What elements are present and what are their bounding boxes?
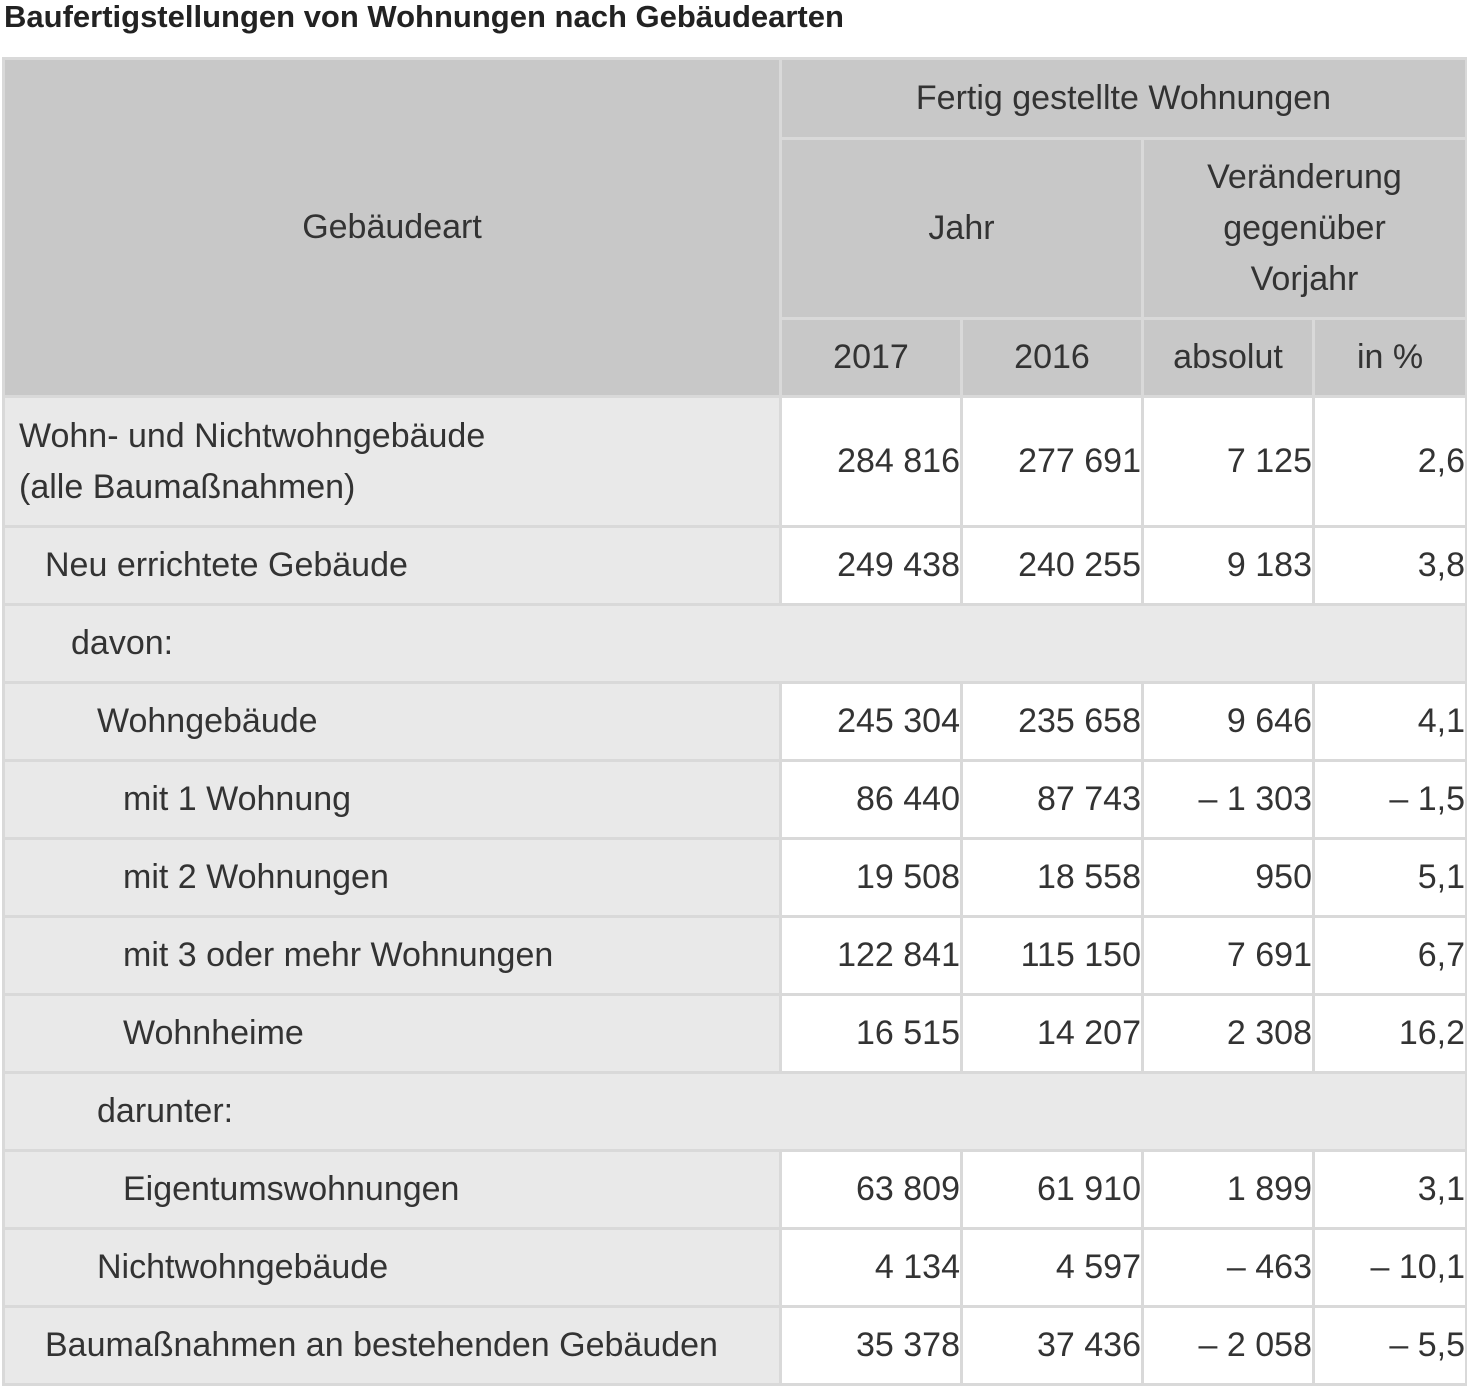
- table-header: [4, 59, 1467, 397]
- section-label-darunter: darunter:: [4, 1073, 1467, 1151]
- cell-2016: 87 743: [962, 761, 1143, 839]
- cell-prozent: – 10,1: [1314, 1229, 1467, 1307]
- row-label: Baumaßnahmen an bestehenden Gebäuden: [4, 1307, 781, 1385]
- header-veraenderung-text: Veränderung gegenüber Vorjahr: [1207, 158, 1402, 298]
- row-label: Neu errichtete Gebäude: [4, 527, 781, 605]
- cell-2017: 284 816: [781, 397, 962, 527]
- row-label: mit 1 Wohnung: [4, 761, 781, 839]
- cell-prozent: 16,2: [1314, 995, 1467, 1073]
- cell-2016: 14 207: [962, 995, 1143, 1073]
- cell-absolut: – 1 303: [1143, 761, 1314, 839]
- cell-prozent: 2,6: [1314, 397, 1467, 527]
- cell-prozent: 5,1: [1314, 839, 1467, 917]
- header-2016: 2016: [962, 319, 1143, 397]
- header-2017: 2017: [781, 319, 962, 397]
- row-label-text: Wohn- und Nichtwohngebäude (alle Baumaßnahmen): [19, 416, 486, 506]
- table-row: [4, 1151, 1467, 1229]
- cell-absolut: 7 691: [1143, 917, 1314, 995]
- cell-2017: 86 440: [781, 761, 962, 839]
- cell-2016: 277 691: [962, 397, 1143, 527]
- table-row: [4, 761, 1467, 839]
- row-label: Nichtwohngebäude: [4, 1229, 781, 1307]
- cell-prozent: – 5,5: [1314, 1307, 1467, 1385]
- cell-2017: 63 809: [781, 1151, 962, 1229]
- page-title: Baufertigstellungen von Wohnungen nach Gebäudearten: [4, 0, 844, 34]
- cell-prozent: 6,7: [1314, 917, 1467, 995]
- cell-absolut: 9 646: [1143, 683, 1314, 761]
- statistics-table: [2, 57, 1467, 1386]
- cell-prozent: 3,8: [1314, 527, 1467, 605]
- cell-absolut: 9 183: [1143, 527, 1314, 605]
- section-label-davon: davon:: [4, 605, 1467, 683]
- cell-2016: 61 910: [962, 1151, 1143, 1229]
- cell-absolut: 950: [1143, 839, 1314, 917]
- cell-2016: 37 436: [962, 1307, 1143, 1385]
- cell-absolut: – 2 058: [1143, 1307, 1314, 1385]
- cell-2017: 19 508: [781, 839, 962, 917]
- cell-2016: 235 658: [962, 683, 1143, 761]
- cell-absolut: 7 125: [1143, 397, 1314, 527]
- header-fertig-gestellte-wohnungen: Fertig gestellte Wohnungen: [781, 59, 1467, 139]
- cell-absolut: – 463: [1143, 1229, 1314, 1307]
- section-row: [4, 1073, 1467, 1151]
- table-body: [4, 397, 1467, 1385]
- header-gebaeudeart: Gebäudeart: [4, 59, 781, 397]
- table-row: [4, 1229, 1467, 1307]
- table-row: [4, 995, 1467, 1073]
- table-row: [4, 397, 1467, 527]
- section-row: [4, 605, 1467, 683]
- header-in-prozent: in %: [1314, 319, 1467, 397]
- row-label: Wohnheime: [4, 995, 781, 1073]
- row-label: mit 3 oder mehr Wohnungen: [4, 917, 781, 995]
- header-jahr: Jahr: [781, 139, 1143, 319]
- header-veraenderung: [1143, 139, 1467, 319]
- table-row: [4, 917, 1467, 995]
- cell-prozent: 3,1: [1314, 1151, 1467, 1229]
- cell-2017: 122 841: [781, 917, 962, 995]
- table-row: [4, 527, 1467, 605]
- cell-2017: 245 304: [781, 683, 962, 761]
- cell-prozent: 4,1: [1314, 683, 1467, 761]
- cell-2016: 4 597: [962, 1229, 1143, 1307]
- table-row: [4, 683, 1467, 761]
- header-absolut: absolut: [1143, 319, 1314, 397]
- row-label: Eigentumswohnungen: [4, 1151, 781, 1229]
- row-label: [4, 397, 781, 527]
- cell-2017: 249 438: [781, 527, 962, 605]
- cell-absolut: 2 308: [1143, 995, 1314, 1073]
- table-row: [4, 839, 1467, 917]
- cell-prozent: – 1,5: [1314, 761, 1467, 839]
- table-row: [4, 1307, 1467, 1385]
- row-label: Wohngebäude: [4, 683, 781, 761]
- row-label: mit 2 Wohnungen: [4, 839, 781, 917]
- cell-2017: 4 134: [781, 1229, 962, 1307]
- cell-2016: 18 558: [962, 839, 1143, 917]
- cell-absolut: 1 899: [1143, 1151, 1314, 1229]
- cell-2016: 240 255: [962, 527, 1143, 605]
- cell-2017: 16 515: [781, 995, 962, 1073]
- cell-2017: 35 378: [781, 1307, 962, 1385]
- cell-2016: 115 150: [962, 917, 1143, 995]
